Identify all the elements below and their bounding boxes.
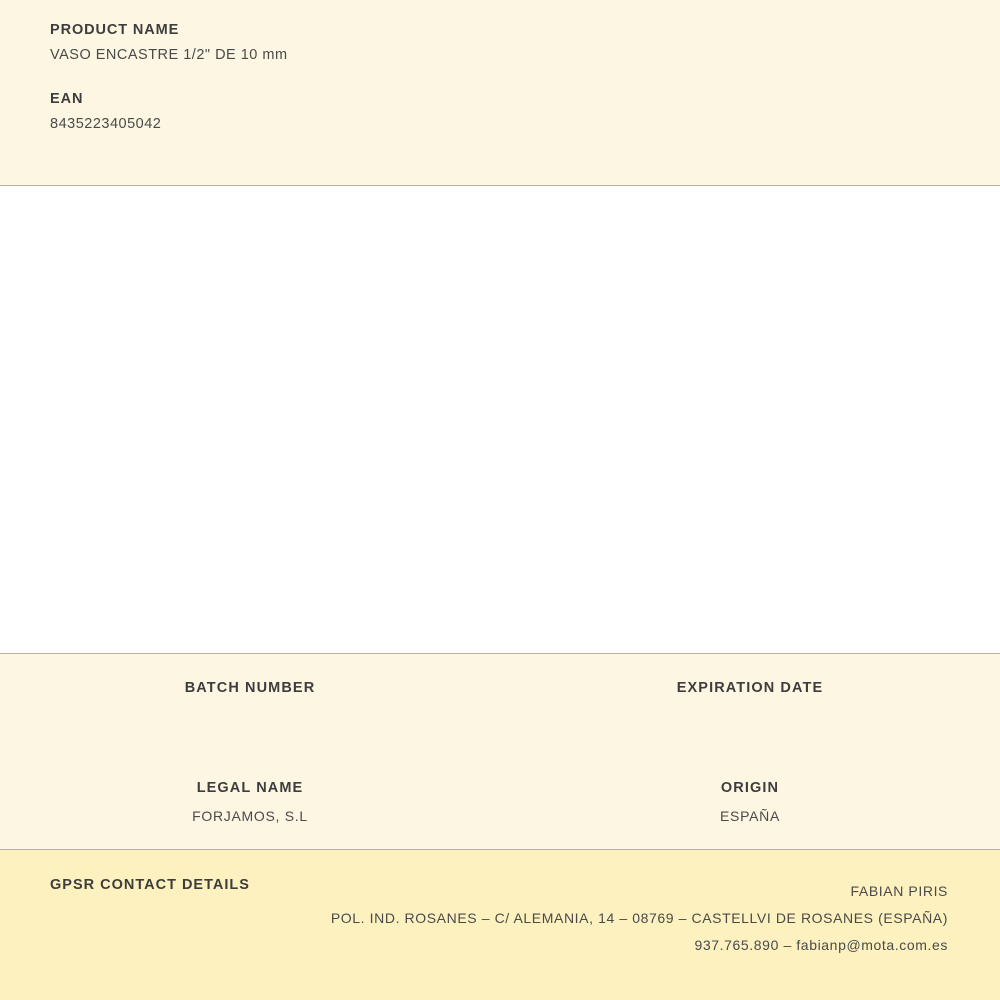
gpsr-contact-details-label: GPSR CONTACT DETAILS — [50, 877, 250, 893]
ean-value: 8435223405042 — [50, 116, 162, 132]
product-header-section — [0, 0, 1000, 186]
gpsr-contact-phone-email: 937.765.890 – fabianp@mota.com.es — [694, 937, 948, 953]
gpsr-footer — [0, 850, 1000, 1000]
legal-name-value: FORJAMOS, S.L — [192, 808, 308, 824]
expiration-date-block — [500, 680, 1000, 724]
ean-label: EAN — [50, 91, 84, 107]
batch-number-block — [0, 680, 500, 724]
label-info-section — [0, 654, 1000, 850]
origin-block — [500, 780, 1000, 824]
product-name-block — [50, 22, 950, 63]
gpsr-contact-name: FABIAN PIRIS — [850, 883, 948, 899]
expiration-date-label: EXPIRATION DATE — [676, 680, 824, 696]
legal-name-label: LEGAL NAME — [196, 780, 304, 796]
batch-number-value — [0, 708, 500, 724]
blank-content-area — [0, 186, 1000, 654]
batch-number-label: BATCH NUMBER — [184, 680, 316, 696]
gpsr-contact-address: POL. IND. ROSANES – C/ ALEMANIA, 14 – 08769 – CASTELLVI DE ROSANES (ESPAÑA) — [330, 910, 948, 926]
product-name-value: VASO ENCASTRE 1/2" DE 10 mm — [50, 47, 288, 63]
ean-block — [50, 91, 950, 132]
legal-origin-row — [0, 780, 1000, 824]
legal-name-block — [0, 780, 500, 824]
origin-label: ORIGIN — [720, 780, 780, 796]
product-name-label: PRODUCT NAME — [50, 22, 180, 38]
batch-expiration-row — [0, 680, 1000, 724]
expiration-date-value — [500, 708, 1000, 724]
origin-value: ESPAÑA — [720, 808, 780, 824]
